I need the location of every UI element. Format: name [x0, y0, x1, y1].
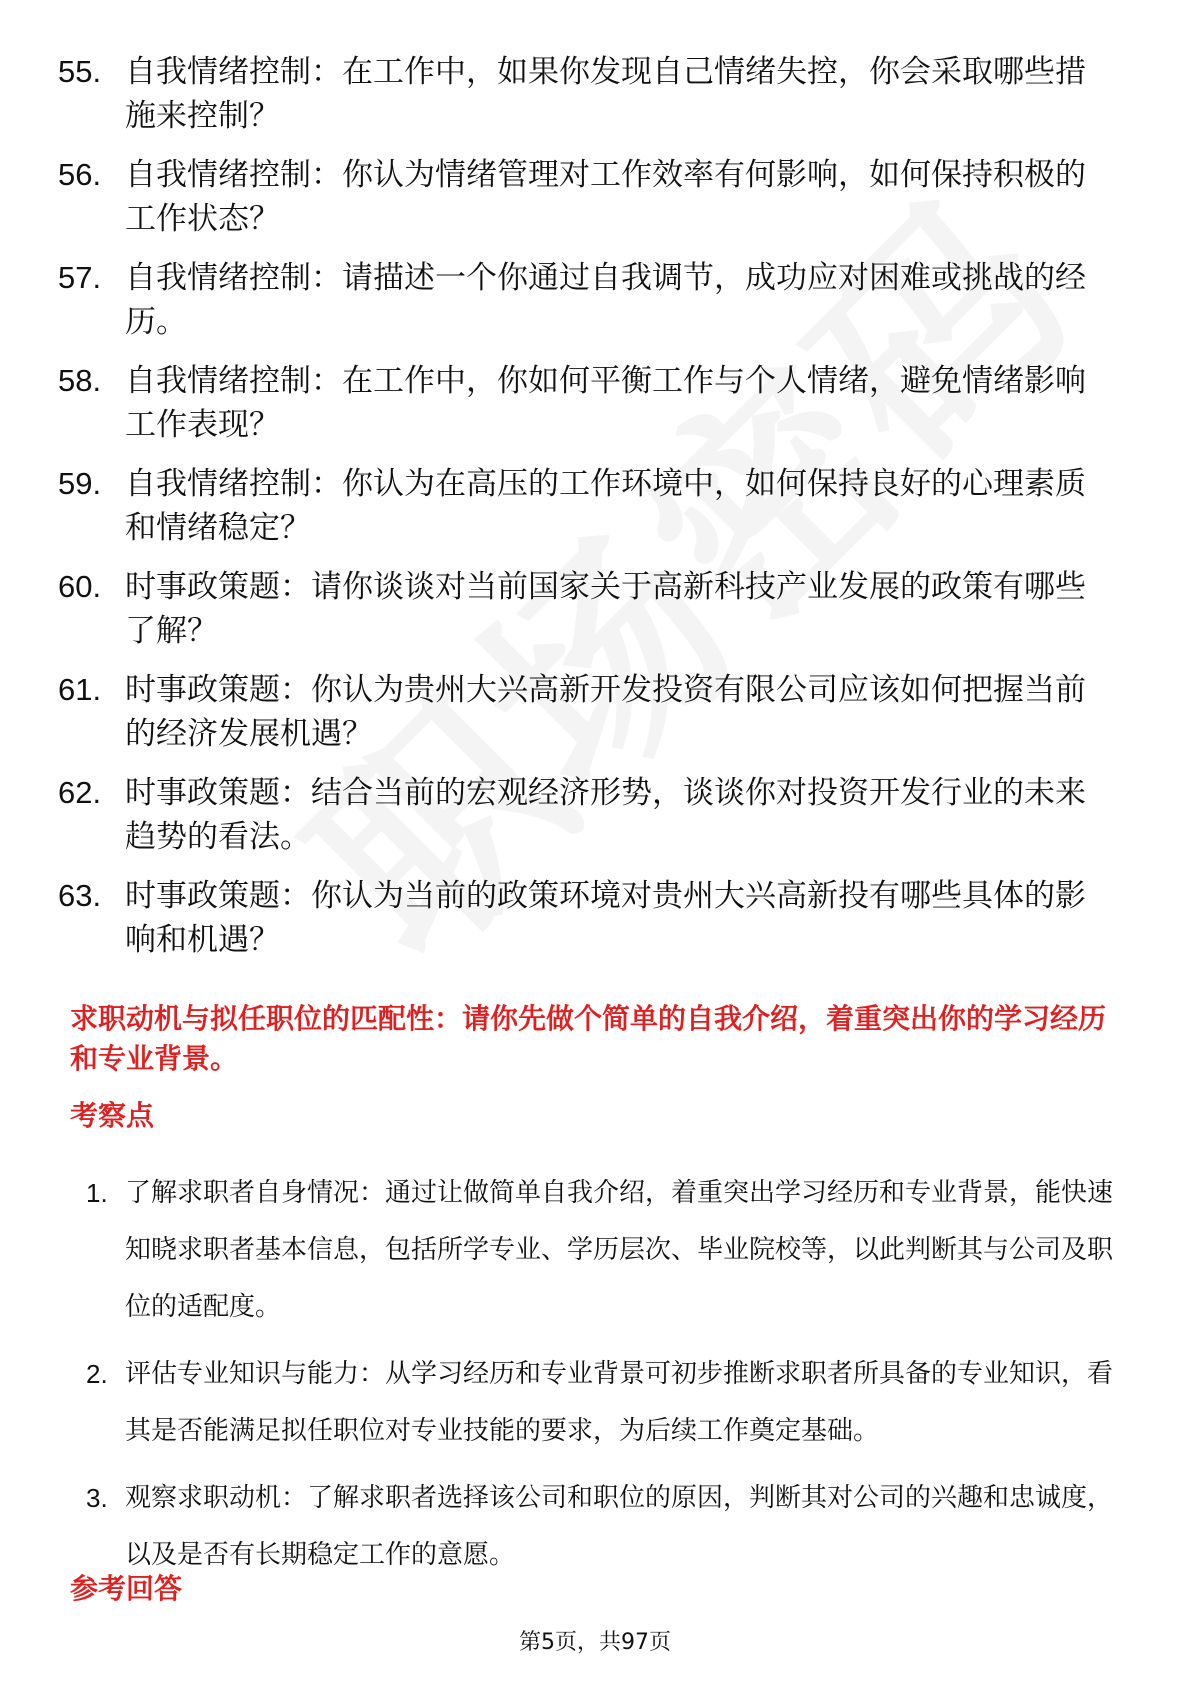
question-text: 自我情绪控制：在工作中，如果你发现自己情绪失控，你会采取哪些措施来控制？	[125, 54, 1086, 134]
question-item	[0, 668, 1190, 771]
question-number: 60.	[58, 569, 102, 604]
point-number: 3.	[86, 1483, 108, 1513]
question-item	[0, 50, 1190, 153]
question-text: 时事政策题：你认为贵州大兴高新开发投资有限公司应该如何把握当前的经济发展机遇？	[125, 672, 1086, 752]
point-item	[0, 1470, 1190, 1584]
point-number: 1.	[86, 1178, 108, 1208]
point-text: 评估专业知识与能力：从学习经历和专业背景可初步推断求职者所具备的专业知识，看其是否能满足拟任职位对专业技能的要求，为后续工作奠定基础。	[125, 1359, 1114, 1446]
point-number: 2.	[86, 1359, 108, 1389]
page-footer: 第5页，共97页	[519, 1630, 671, 1655]
question-list	[0, 50, 1190, 977]
question-number: 59.	[58, 466, 102, 501]
question-item	[0, 771, 1190, 874]
question-text: 自我情绪控制：你认为在高压的工作环境中，如何保持良好的心理素质和情绪稳定？	[125, 466, 1086, 546]
question-number: 58.	[58, 363, 102, 398]
question-text: 自我情绪控制：请描述一个你通过自我调节，成功应对困难或挑战的经历。	[125, 260, 1086, 340]
question-text: 时事政策题：你认为当前的政策环境对贵州大兴高新投有哪些具体的影响和机遇？	[125, 878, 1086, 958]
question-number: 63.	[58, 878, 102, 913]
question-item	[0, 359, 1190, 462]
point-text: 了解求职者自身情况：通过让做简单自我介绍，着重突出学习经历和专业背景，能快速知晓求职者基本信息，包括所学专业、学历层次、毕业院校等，以此判断其与公司及职位的适配度。	[125, 1178, 1114, 1322]
point-item	[0, 1165, 1190, 1336]
question-text: 时事政策题：请你谈谈对当前国家关于高新科技产业发展的政策有哪些了解？	[125, 569, 1086, 649]
point-item	[0, 1346, 1190, 1460]
point-text: 观察求职动机：了解求职者选择该公司和职位的原因，判断其对公司的兴趣和忠诚度，以及是否有长期稳定工作的意愿。	[125, 1483, 1114, 1570]
points-list	[0, 1165, 1190, 1584]
question-number: 62.	[58, 775, 102, 810]
question-text: 自我情绪控制：你认为情绪管理对工作效率有何影响，如何保持积极的工作状态？	[125, 157, 1086, 237]
question-item	[0, 565, 1190, 668]
question-number: 56.	[58, 157, 102, 192]
question-item	[0, 462, 1190, 565]
question-text: 时事政策题：结合当前的宏观经济形势，谈谈你对投资开发行业的未来趋势的看法。	[125, 775, 1086, 855]
question-item	[0, 874, 1190, 977]
question-number: 61.	[58, 672, 102, 707]
question-number: 55.	[58, 54, 102, 89]
question-item	[0, 153, 1190, 256]
points-heading: 考察点	[70, 1099, 155, 1132]
section-title: 求职动机与拟任职位的匹配性：请你先做个简单的自我介绍，着重突出你的学习经历和专业背景。	[70, 1002, 1107, 1075]
question-number: 57.	[58, 260, 102, 295]
question-text: 自我情绪控制：在工作中，你如何平衡工作与个人情绪，避免情绪影响工作表现？	[125, 363, 1086, 443]
question-item	[0, 256, 1190, 359]
answer-heading: 参考回答	[70, 1572, 183, 1605]
